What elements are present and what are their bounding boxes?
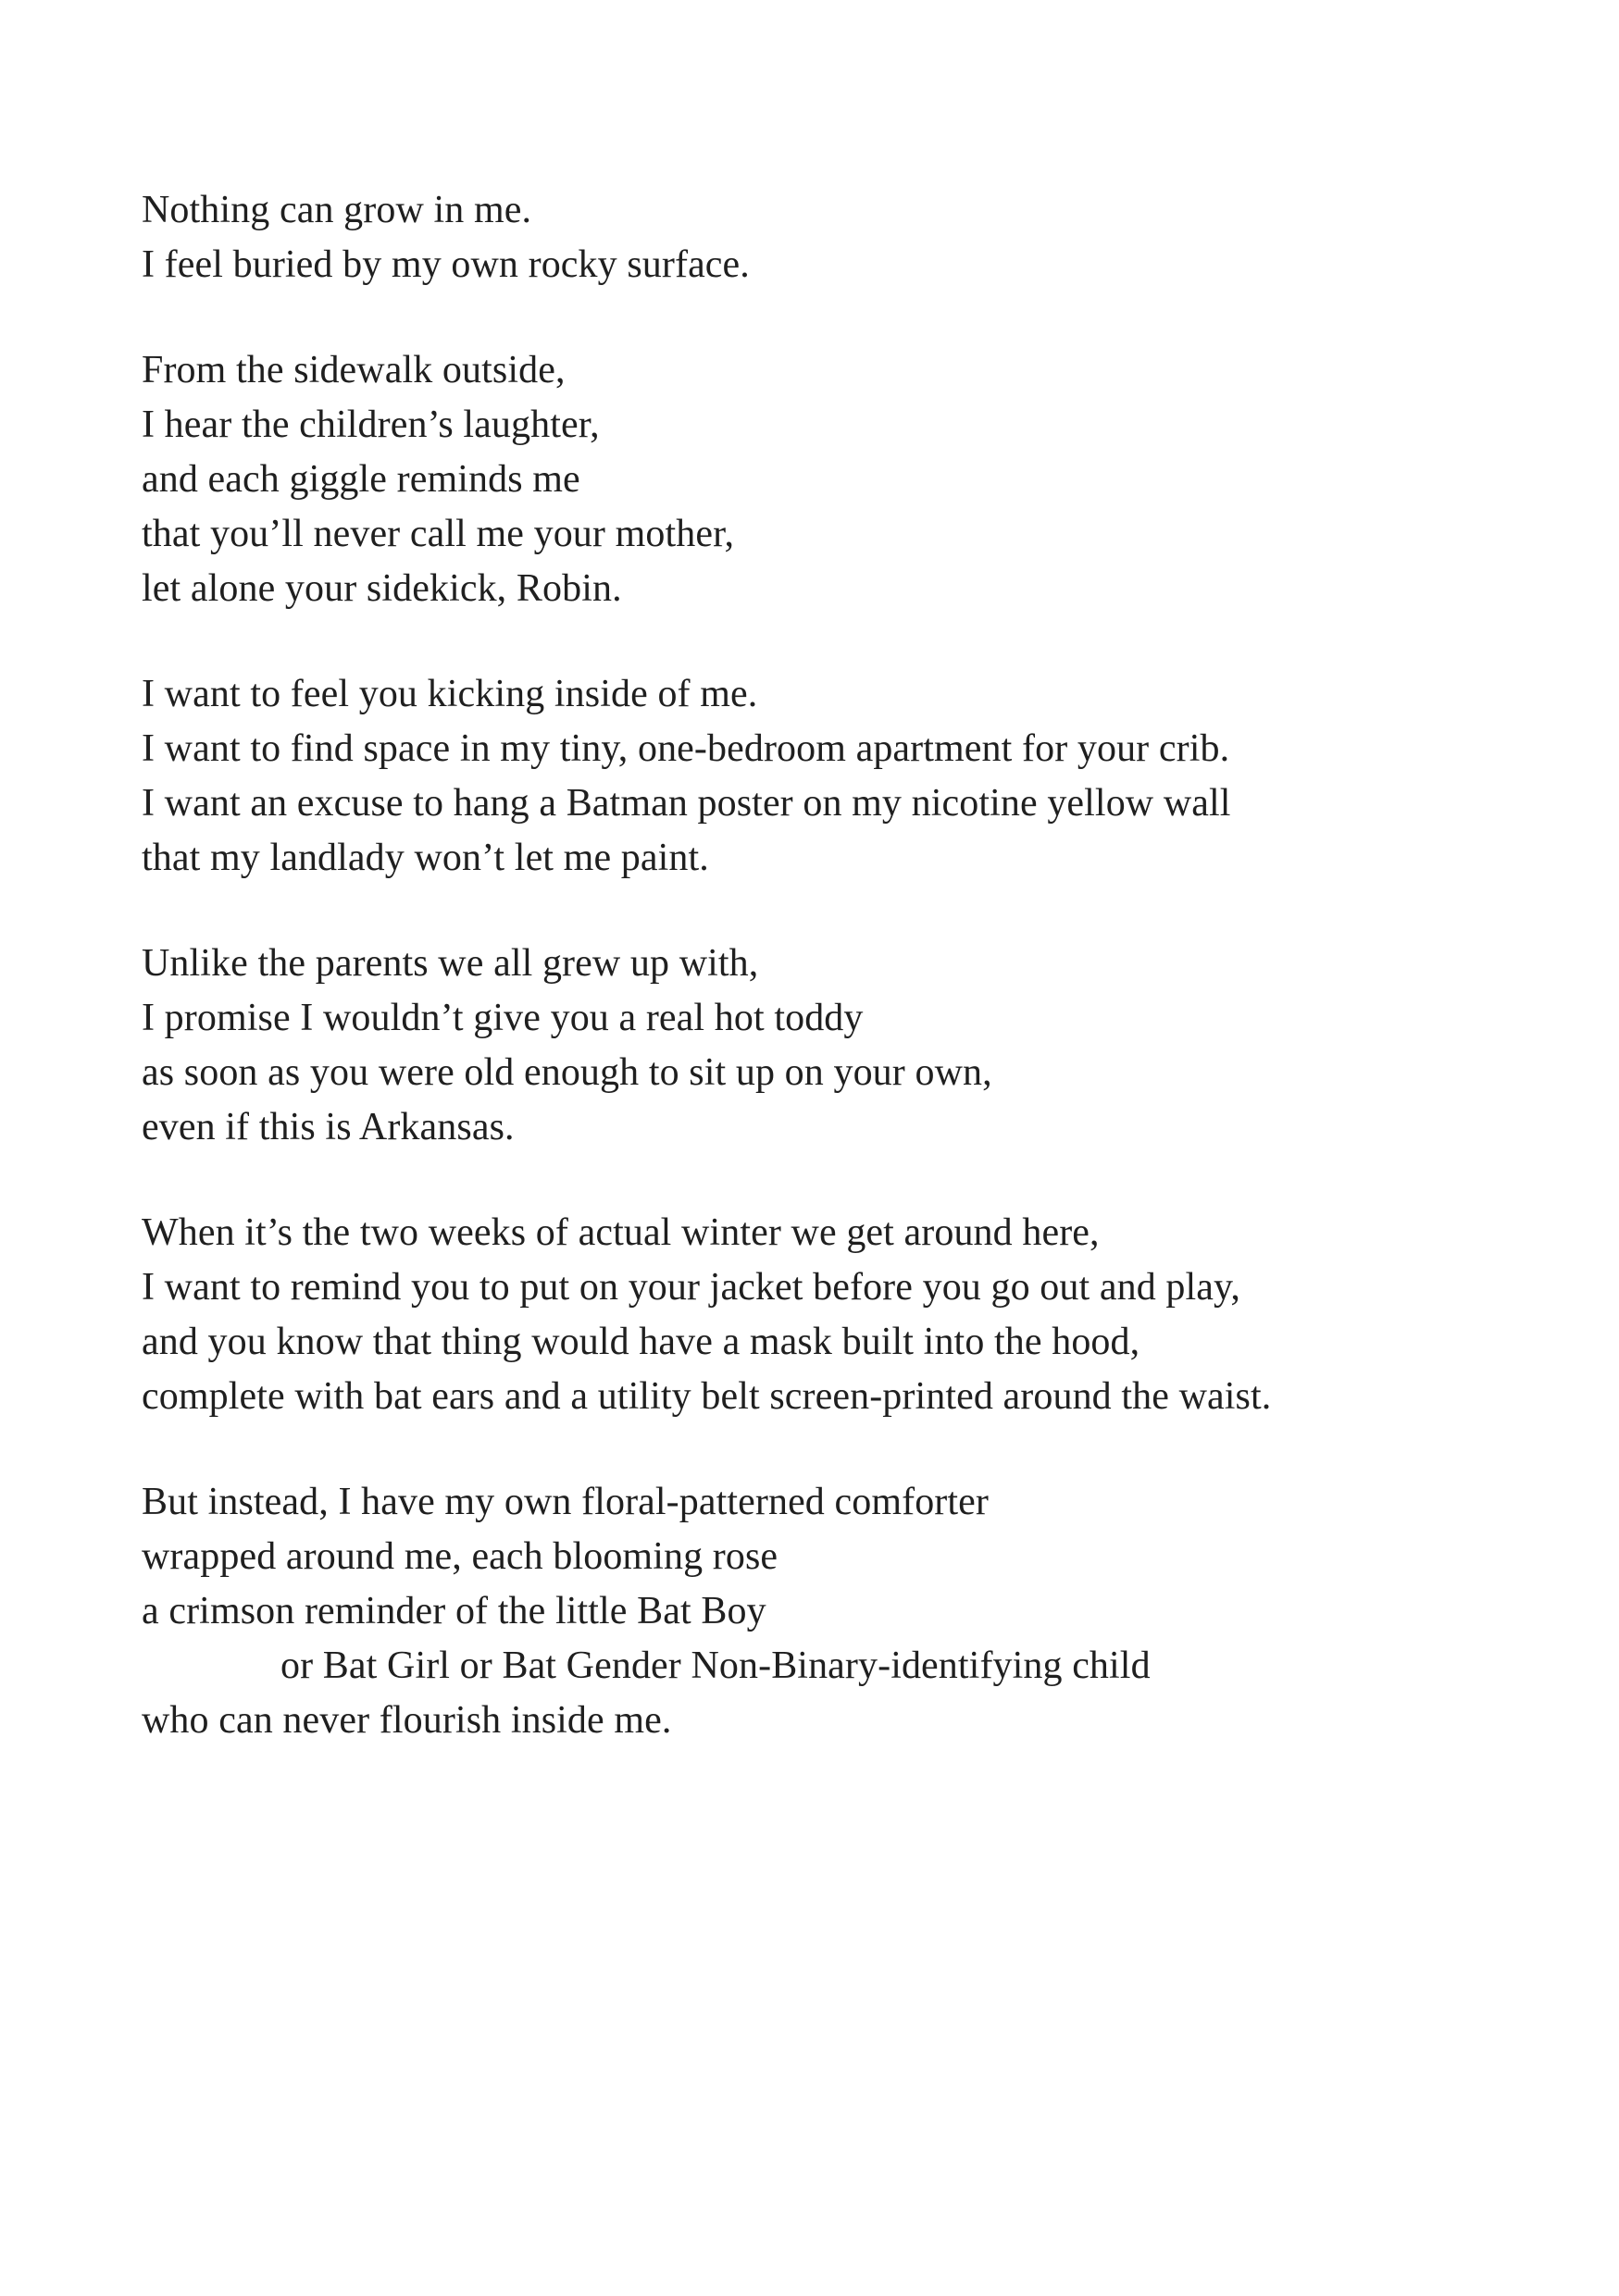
poem-line: I promise I wouldn’t give you a real hot toddy: [142, 997, 864, 1039]
poem-line: wrapped around me, each blooming rose: [142, 1535, 778, 1578]
poem-line: that you’ll never call me your mother,: [142, 513, 735, 555]
poem-line: But instead, I have my own floral-patterned comforter: [142, 1481, 989, 1523]
poem-line: I hear the children’s laughter,: [142, 403, 600, 446]
poem-line: who can never flourish inside me.: [142, 1699, 672, 1742]
stanza-1: [142, 183, 1517, 292]
stanza-3: [142, 667, 1517, 886]
poem-line-indented: or Bat Girl or Bat Gender Non-Binary-identifying child: [280, 1644, 1151, 1687]
poem-line: When it’s the two weeks of actual winter we get around here,: [142, 1211, 1100, 1254]
poem-line: Nothing can grow in me.: [142, 189, 532, 231]
poem-line: I want to feel you kicking inside of me.: [142, 673, 758, 715]
stanza-4: [142, 937, 1517, 1155]
poem-line: From the sidewalk outside,: [142, 349, 566, 391]
stanza-2: [142, 343, 1517, 616]
poem-line: as soon as you were old enough to sit up on your own,: [142, 1051, 992, 1094]
poem-line: and you know that thing would have a mask built into the hood,: [142, 1321, 1140, 1363]
poem-line: I want to find space in my tiny, one-bedroom apartment for your crib.: [142, 727, 1230, 770]
poem-line: and each giggle reminds me: [142, 458, 580, 501]
poem-line: I want to remind you to put on your jacket before you go out and play,: [142, 1266, 1240, 1309]
poem-line: complete with bat ears and a utility belt screen-printed around the waist.: [142, 1375, 1272, 1418]
poem-line: I want an excuse to hang a Batman poster on my nicotine yellow wall: [142, 782, 1231, 825]
poem-line: I feel buried by my own rocky surface.: [142, 243, 750, 286]
stanza-5: [142, 1206, 1517, 1424]
poem-line: let alone your sidekick, Robin.: [142, 567, 622, 610]
poem-line: that my landlady won’t let me paint.: [142, 837, 709, 879]
poem-line: Unlike the parents we all grew up with,: [142, 942, 759, 985]
poem-line: even if this is Arkansas.: [142, 1106, 515, 1148]
stanza-6: [142, 1475, 1517, 1748]
poem-line: a crimson reminder of the little Bat Boy: [142, 1590, 766, 1632]
